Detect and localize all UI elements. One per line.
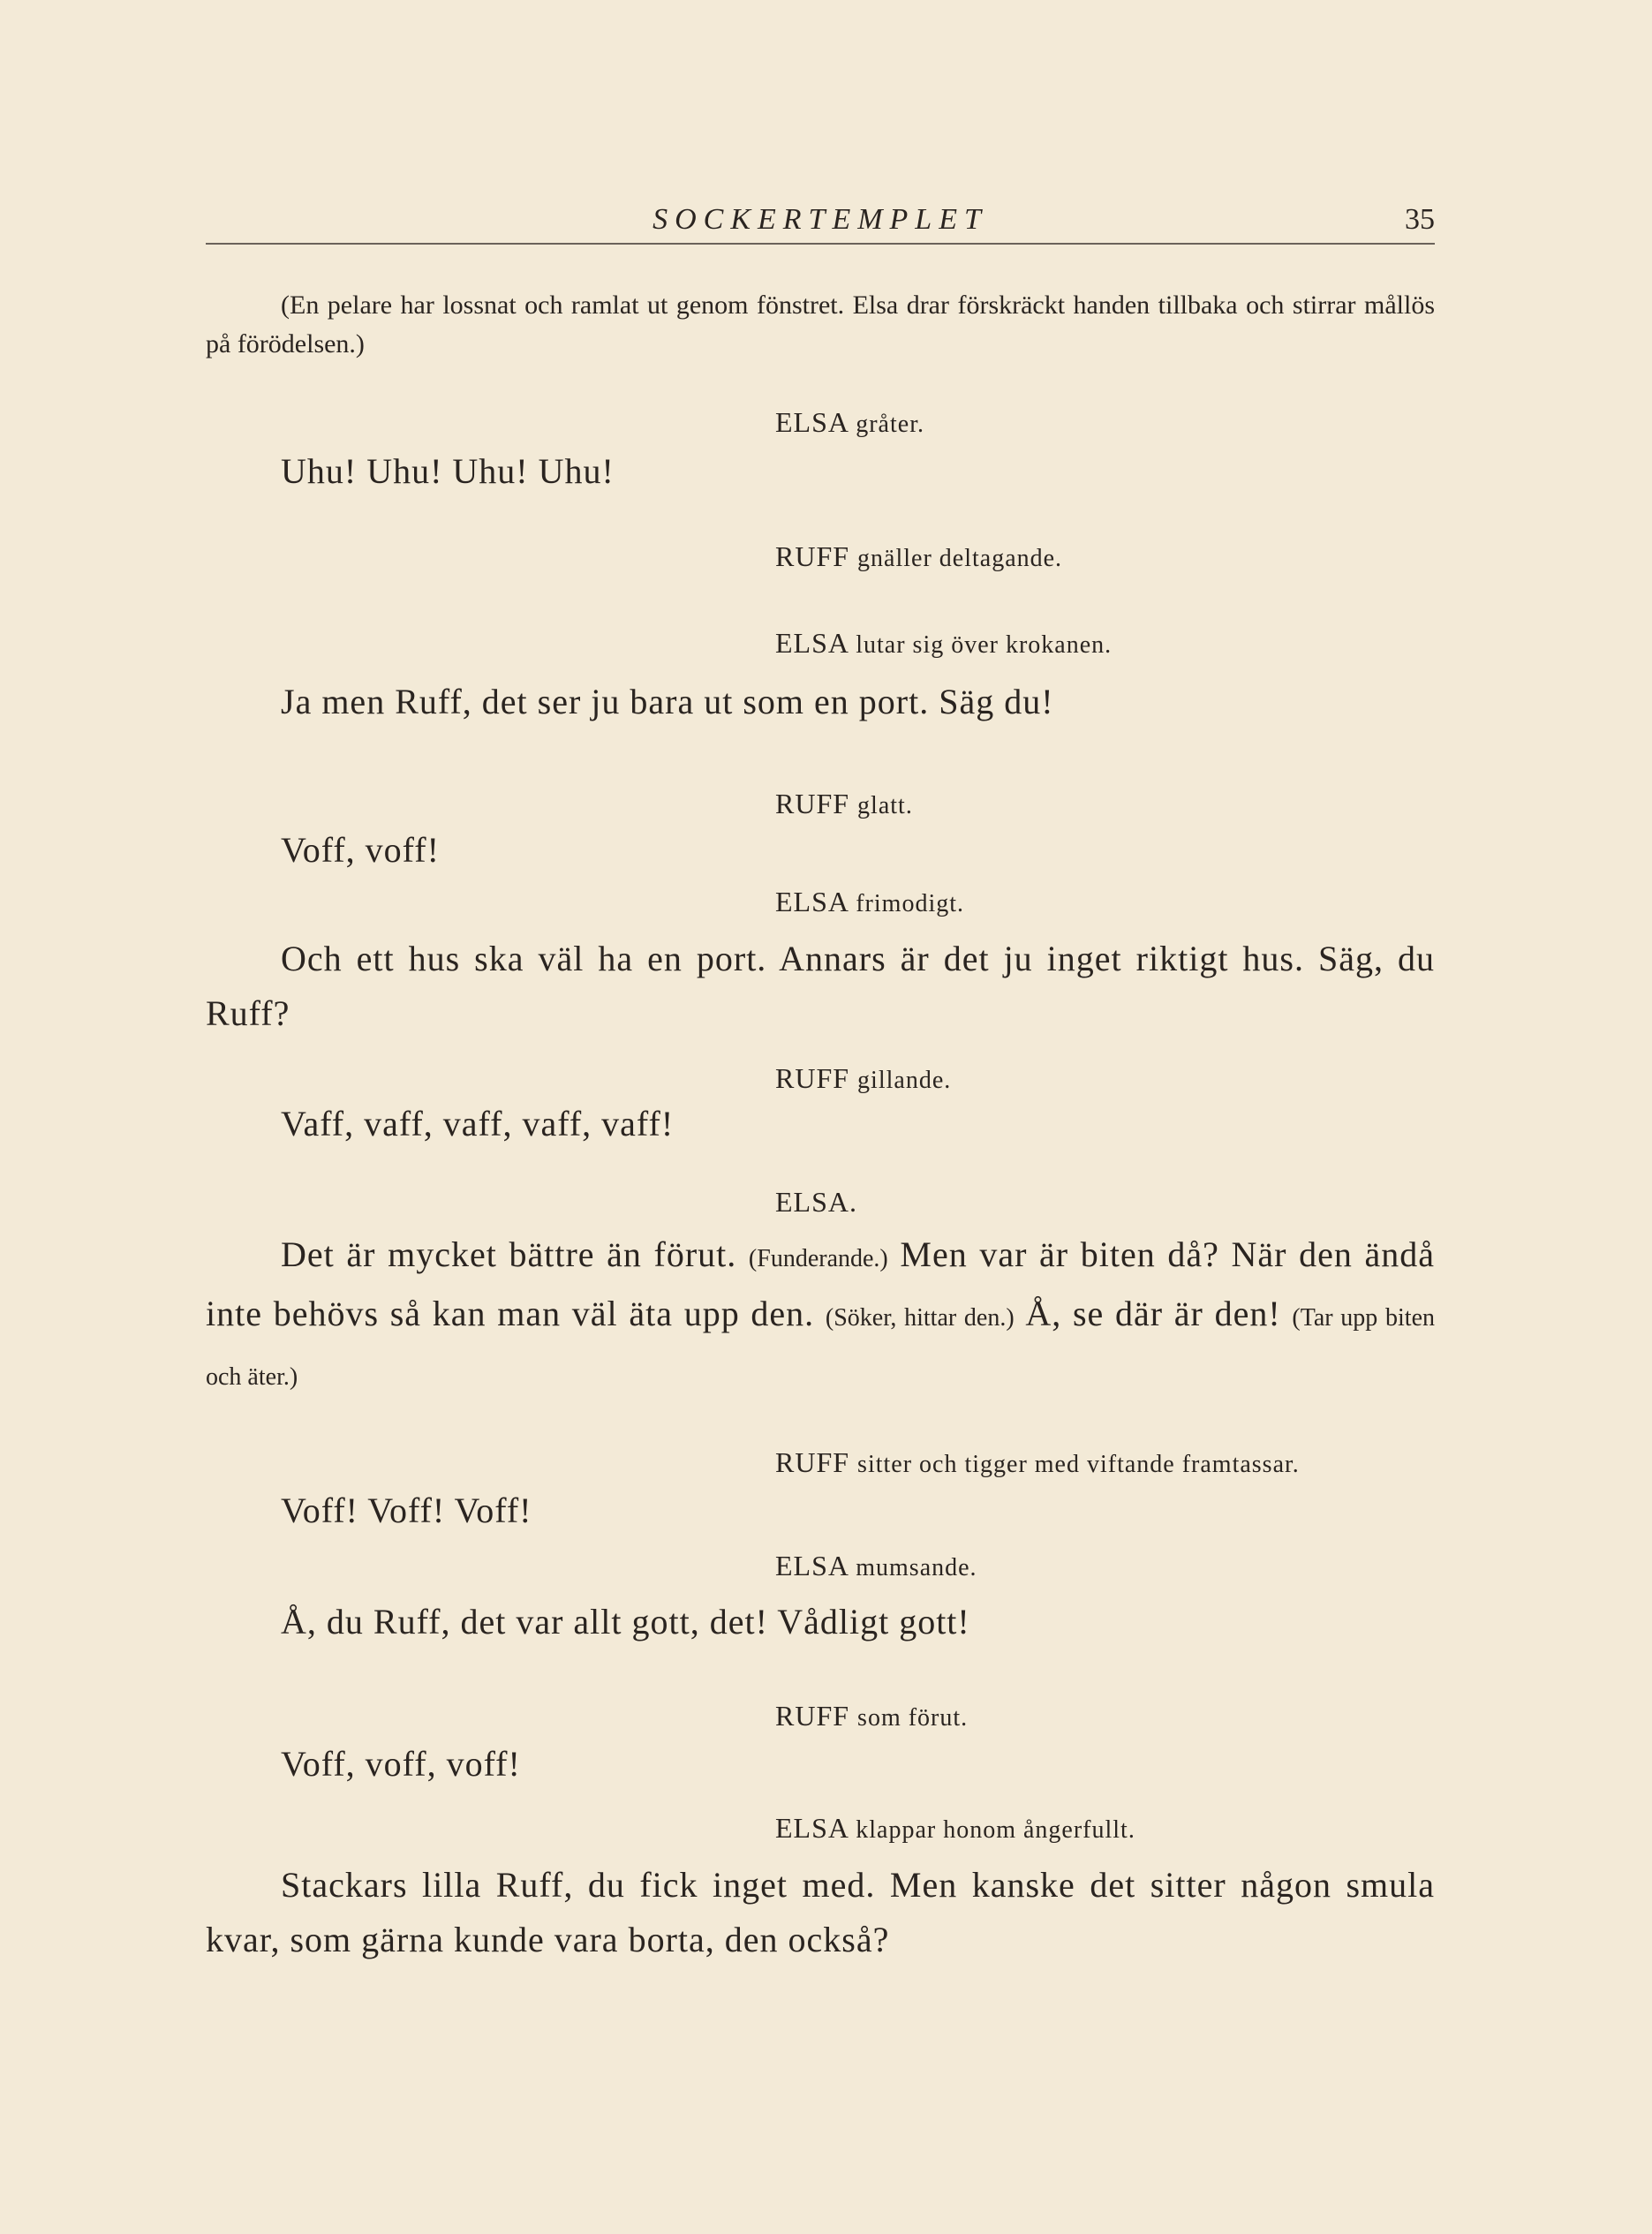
inline-stage-direction: (Söker, hittar den.) — [825, 1304, 1015, 1332]
speaker-cue — [775, 1812, 1135, 1845]
speech-line: Uhu! Uhu! Uhu! Uhu! — [281, 451, 615, 491]
speaker-manner: som förut. — [857, 1704, 969, 1732]
header-rule — [206, 243, 1435, 245]
speaker-manner: mumsande. — [856, 1554, 977, 1581]
speech-line: Stackars lilla Ruff, du fick inget med. Men kanske det sitter någon smula kvar, som gärna kunde vara borta, den också? — [206, 1865, 1435, 1959]
speaker-name: RUFF — [775, 1700, 850, 1732]
speaker-manner: glatt. — [857, 792, 913, 819]
speaker-cue — [775, 627, 1112, 660]
opening-stage-direction: (En pelare har lossnat och ramlat ut genom fönstret. Elsa drar förskräckt handen tillbaka och stirrar mållös på förödelsen.) — [206, 291, 1435, 358]
speaker-manner: lutar sig över krokanen. — [856, 631, 1113, 659]
speaker-manner: sitter och tigger med viftande framtassar. — [857, 1451, 1300, 1478]
speaker-manner: frimodigt. — [856, 890, 964, 917]
speaker-manner: gnäller deltagande. — [857, 545, 1063, 572]
speech-paragraph — [206, 1227, 1435, 1405]
speech-line: Vaff, vaff, vaff, vaff, vaff! — [281, 1104, 675, 1143]
speaker-name: RUFF — [775, 788, 850, 819]
speaker-name: ELSA — [775, 406, 849, 438]
running-title: SOCKERTEMPLET — [653, 203, 988, 236]
speaker-name: RUFF — [775, 1062, 850, 1094]
speaker-cue — [775, 540, 1062, 573]
speaker-cue — [775, 788, 913, 820]
speech-text: Å, se där är den! — [1014, 1294, 1293, 1333]
speaker-cue — [775, 1700, 968, 1732]
speaker-name: RUFF — [775, 540, 850, 572]
speaker-cue — [775, 886, 964, 918]
speech-line: Voff, voff! — [281, 830, 440, 870]
speaker-manner: gillande. — [857, 1067, 952, 1094]
speech-line: Å, du Ruff, det var allt gott, det! Vådligt gott! — [281, 1602, 970, 1642]
speaker-name: ELSA — [775, 886, 849, 917]
speaker-name: ELSA — [775, 1550, 849, 1581]
speaker-name: ELSA — [775, 627, 849, 659]
speaker-cue — [775, 1186, 857, 1219]
inline-stage-direction: (Tar upp biten och äter.) — [206, 1304, 1436, 1391]
speaker-name: RUFF — [775, 1446, 850, 1478]
speech-line: Och ett hus ska väl ha en port. Annars är det ju inget riktigt hus. Säg, du Ruff? — [206, 939, 1435, 1033]
speaker-manner: gråter. — [856, 411, 924, 438]
page-header — [206, 194, 1435, 238]
speaker-manner: klappar honom ångerfullt. — [856, 1816, 1135, 1844]
speech-line: Voff, voff, voff! — [281, 1744, 521, 1784]
speaker-cue — [775, 1446, 1300, 1479]
speech-text: Det är mycket bättre än förut. — [281, 1234, 749, 1274]
speech-line: Ja men Ruff, det ser ju bara ut som en port. Säg du! — [281, 682, 1054, 721]
speaker-cue — [775, 1550, 977, 1582]
inline-stage-direction: (Funderande.) — [748, 1245, 888, 1272]
speaker-name: ELSA. — [775, 1186, 857, 1218]
speaker-name: ELSA — [775, 1812, 849, 1844]
speaker-cue — [775, 406, 924, 439]
speech-text: Men var är biten då? När den ändå inte behövs så kan man väl äta upp den. — [206, 1234, 1435, 1333]
speaker-cue — [775, 1062, 951, 1095]
page-number: 35 — [1405, 203, 1435, 236]
speech-line: Voff! Voff! Voff! — [281, 1491, 532, 1530]
